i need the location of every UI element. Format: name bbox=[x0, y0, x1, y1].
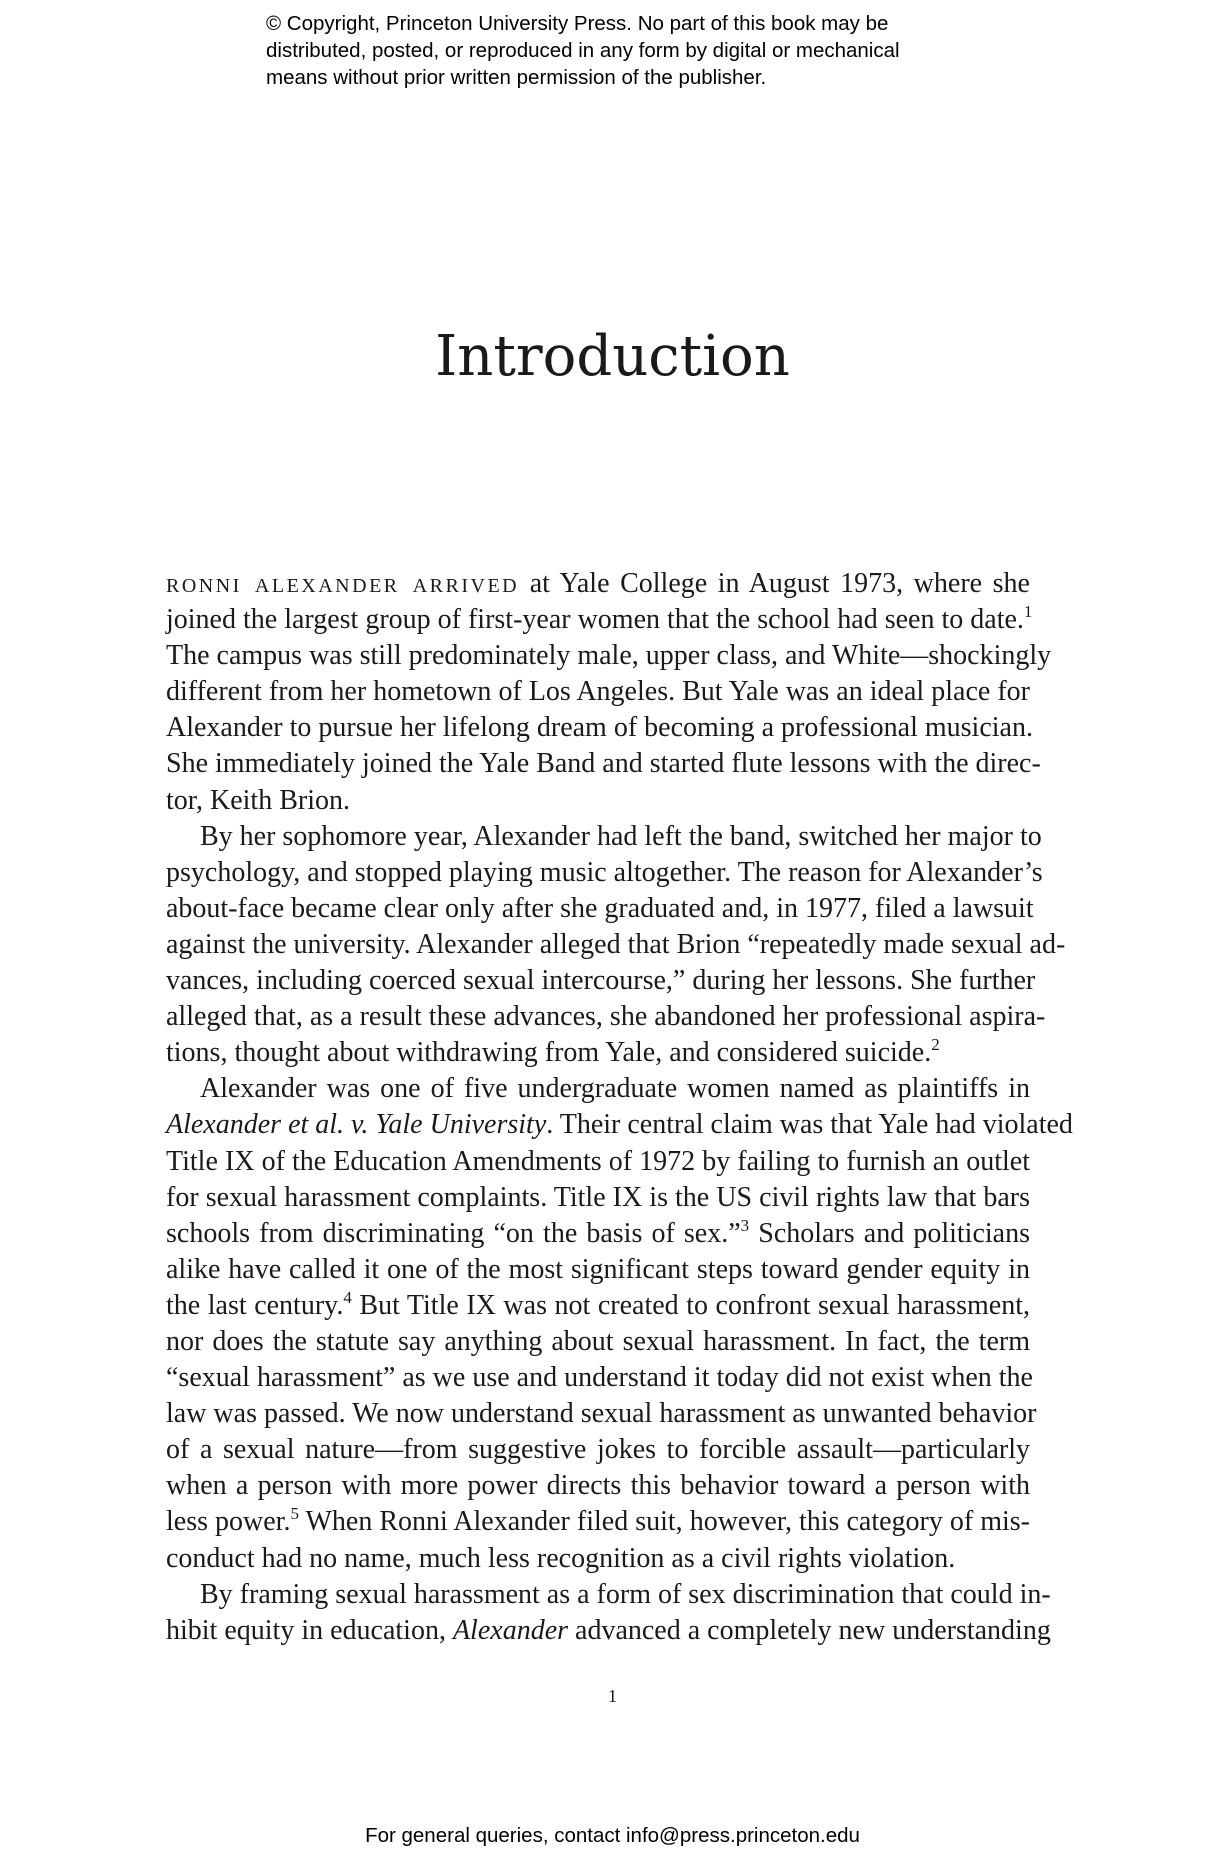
body-line: Alexander to pursue her lifelong dream of becoming a professional musician. bbox=[166, 712, 1033, 744]
body-line: ronni alexander arrived at Yale College in August 1973, where she bbox=[166, 568, 1030, 599]
contact-footer: For general queries, contact info@press.princeton.edu bbox=[365, 1824, 860, 1847]
body-line: nor does the statute say anything about sexual harassment. In fact, the term bbox=[166, 1325, 1030, 1357]
footnote-ref: 3 bbox=[740, 1215, 750, 1235]
body-line: psychology, and stopped playing music altogether. The reason for Alexander’s bbox=[166, 856, 1043, 888]
body-line: conduct had no name, much less recognition as a civil rights violation. bbox=[166, 1542, 956, 1574]
body-line: Alexander was one of five undergraduate women named as plaintiffs in bbox=[200, 1073, 1030, 1105]
lead-in-small-caps: ronni alexander arrived bbox=[166, 568, 520, 599]
body-line: less power.$^5$ When Ronni Alexander filed suit, however, this category of mis- bbox=[166, 1504, 1030, 1538]
body-line: vances, including coerced sexual intercourse,” during her lessons. She further bbox=[166, 965, 1036, 997]
body-line: against the university. Alexander alleged that Brion “repeatedly made sexual ad- bbox=[166, 928, 1066, 960]
footnote-ref: 5 bbox=[290, 1504, 299, 1524]
body-line: alike have called it one of the most significant steps toward gender equity in bbox=[166, 1253, 1030, 1285]
body-line: schools from discriminating “on the basis of sex.”$^3$ Scholars and politicians bbox=[166, 1215, 1030, 1249]
body-line: She immediately joined the Yale Band and started flute lessons with the direc- bbox=[166, 748, 1041, 780]
body-line: the last century.$^4$ But Title IX was not created to confront sexual harassment, bbox=[166, 1287, 1030, 1321]
copyright-line: © Copyright, Princeton University Press. No part of this book may be bbox=[266, 12, 889, 35]
footnote-ref: 4 bbox=[343, 1287, 352, 1307]
body-line: hibit equity in education, Alexander advanced a completely new understanding bbox=[166, 1614, 1051, 1646]
body-text bbox=[166, 566, 1073, 1649]
footnote-ref: 2 bbox=[931, 1035, 940, 1055]
body-line: for sexual harassment complaints. Title IX is the US civil rights law that bars bbox=[166, 1181, 1030, 1213]
body-line: tions, thought about withdrawing from Yale, and considered suicide.$^2$ bbox=[166, 1035, 940, 1069]
body-line: law was passed. We now understand sexual harassment as unwanted behavior bbox=[166, 1398, 1037, 1430]
body-line: tor, Keith Brion. bbox=[166, 784, 350, 816]
page-number: 1 bbox=[608, 1686, 617, 1706]
copyright-notice bbox=[266, 10, 1006, 91]
body-line: alleged that, as a result these advances, she abandoned her professional aspira- bbox=[166, 1001, 1046, 1033]
body-line: “sexual harassment” as we use and understand it today did not exist when the bbox=[166, 1362, 1033, 1394]
case-name: Alexander et al. v. Yale University bbox=[166, 1109, 547, 1141]
body-line: of a sexual nature—from suggestive jokes to forcible assault—particularly bbox=[166, 1434, 1030, 1466]
footnote-ref: 1 bbox=[1023, 602, 1033, 622]
body-line: By framing sexual harassment as a form of sex discrimination that could in- bbox=[200, 1578, 1051, 1610]
body-line: Title IX of the Education Amendments of 1972 by failing to furnish an outlet bbox=[166, 1145, 1030, 1177]
body-line: different from her hometown of Los Angeles. But Yale was an ideal place for bbox=[166, 676, 1030, 708]
body-line: The campus was still predominately male, upper class, and White—shockingly bbox=[166, 640, 1052, 672]
copyright-line: distributed, posted, or reproduced in any form by digital or mechanical bbox=[266, 39, 900, 62]
body-line: when a person with more power directs this behavior toward a person with bbox=[166, 1470, 1030, 1502]
copyright-line: means without prior written permission of the publisher. bbox=[266, 66, 767, 89]
body-line: joined the largest group of first-year women that the school had seen to date.$^1$ bbox=[166, 602, 1033, 636]
body-line: By her sophomore year, Alexander had left the band, switched her major to bbox=[200, 820, 1042, 852]
chapter-title: Introduction bbox=[435, 324, 790, 389]
case-short-name: Alexander bbox=[452, 1614, 569, 1646]
body-line: Alexander et al. v. Yale University. Their central claim was that Yale had violated bbox=[166, 1109, 1073, 1141]
body-line: about-face became clear only after she graduated and, in 1977, filed a lawsuit bbox=[166, 892, 1034, 924]
